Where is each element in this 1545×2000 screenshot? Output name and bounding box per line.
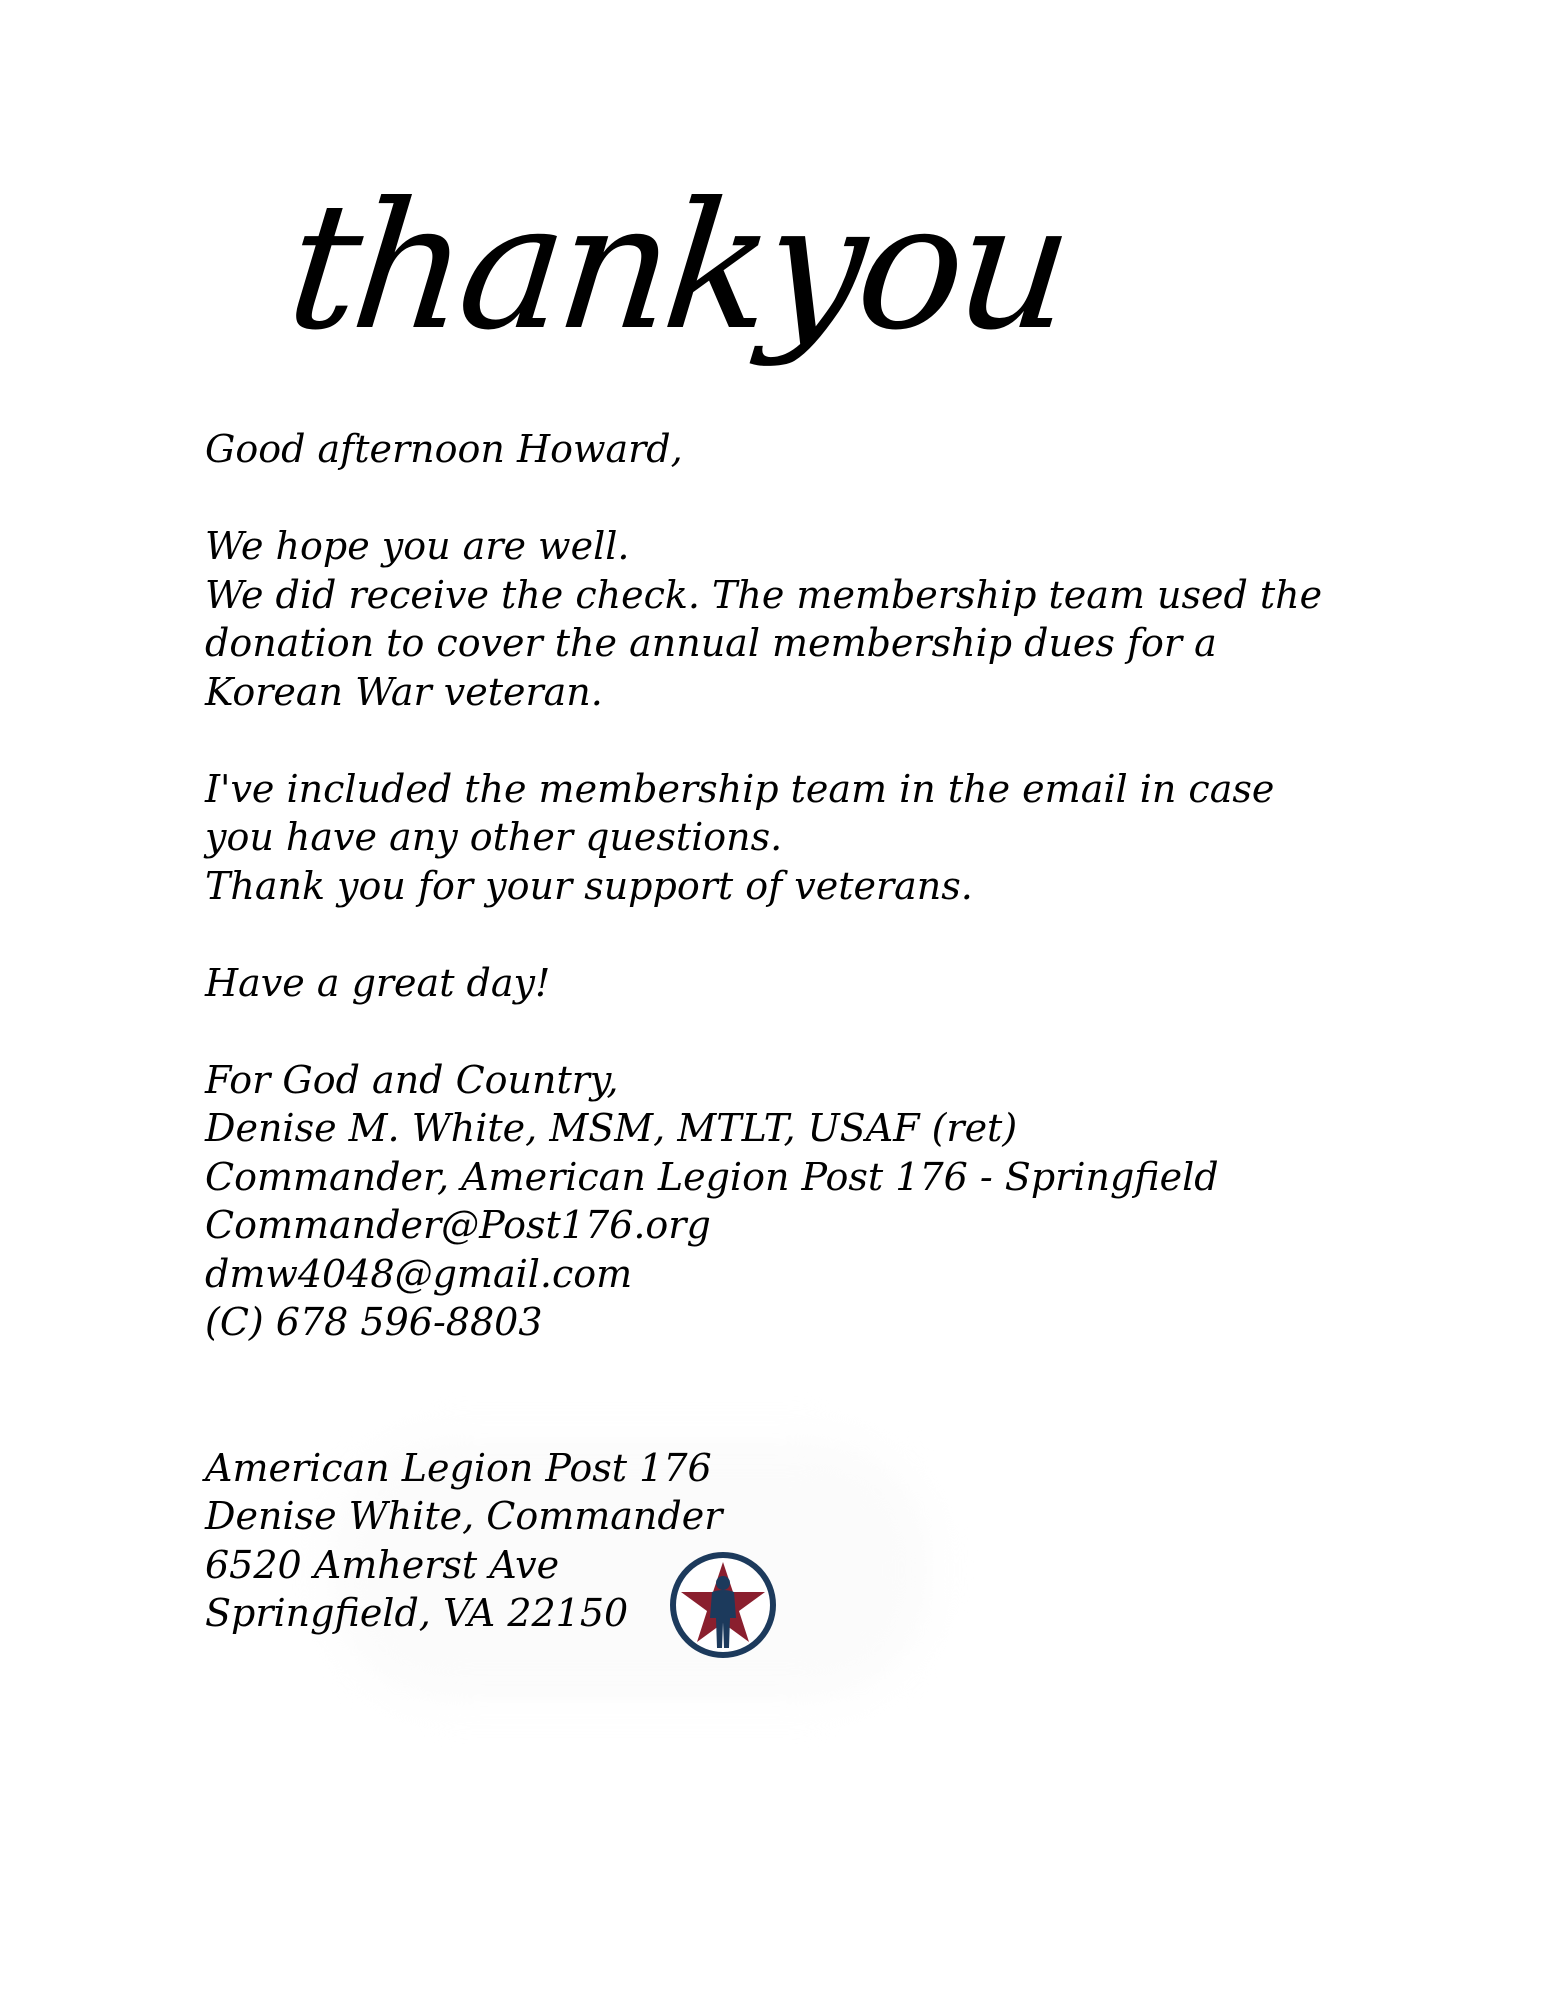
signature-email-post: Commander@Post176.org <box>205 1203 711 1247</box>
letter-body <box>205 425 1405 1638</box>
address-line: Denise White, Commander <box>205 1494 723 1538</box>
body-line: Thank you for your support of veterans. <box>205 863 973 908</box>
star-soldier-emblem-icon <box>668 1550 778 1660</box>
body-line: you have any other questions. <box>205 815 783 859</box>
body-line: We did receive the check. The membership team used the <box>205 572 1323 617</box>
signoff: For God and Country, <box>205 1057 619 1102</box>
greeting: Good afternoon Howard, <box>205 427 683 471</box>
signature-title: Commander, American Legion Post 176 - Springfield <box>205 1154 1219 1199</box>
body-line: We hope you are well. <box>205 524 630 568</box>
body-line: Korean War veteran. <box>205 669 603 714</box>
signature-phone: (C) 678 596-8803 <box>205 1300 543 1344</box>
closing-wish: Have a great day! <box>205 960 551 1005</box>
address-line: 6520 Amherst Ave <box>205 1542 560 1587</box>
body-line: donation to cover the annual membership dues for a <box>205 621 1217 665</box>
address-line: American Legion Post 176 <box>205 1445 712 1490</box>
address-line: Springfield, VA 22150 <box>205 1591 629 1635</box>
signature-name: Denise M. White, MSM, MTLT, USAF (ret) <box>205 1106 1018 1150</box>
body-line: I've included the membership team in the email in case <box>205 766 1275 811</box>
signature-email-personal: dmw4048@gmail.com <box>205 1251 633 1296</box>
thankyou-heading: thankyou <box>279 166 1076 369</box>
